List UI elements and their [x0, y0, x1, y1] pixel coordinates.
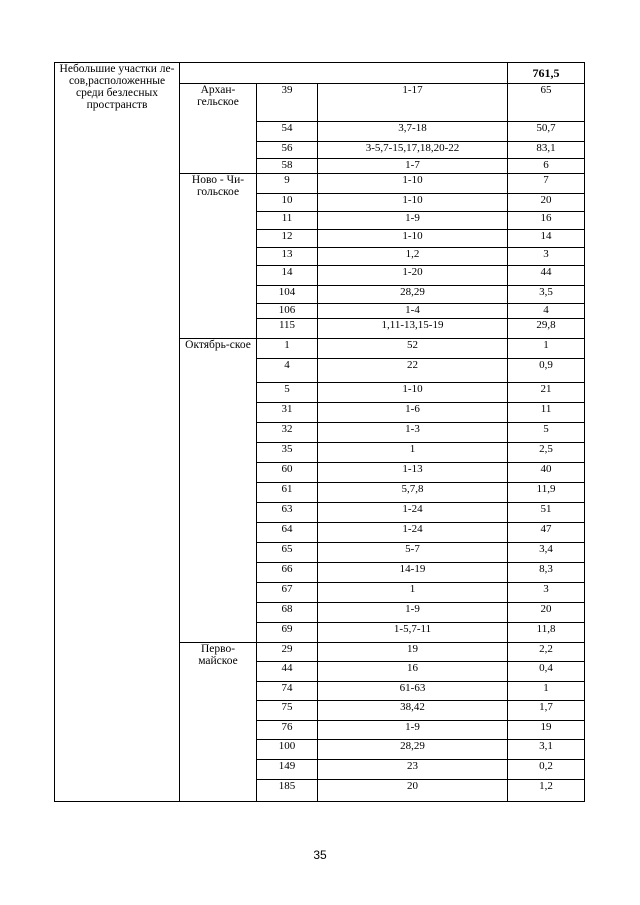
quarter-cell: 44 — [257, 662, 318, 682]
area-cell: 11,9 — [508, 483, 585, 503]
quarter-cell: 35 — [257, 443, 318, 463]
area-cell: 51 — [508, 503, 585, 523]
allotment-cell: 52 — [318, 339, 508, 359]
quarter-cell: 104 — [257, 286, 318, 304]
quarter-cell: 4 — [257, 359, 318, 383]
quarter-cell: 67 — [257, 583, 318, 603]
quarter-cell: 11 — [257, 212, 318, 230]
allotment-cell: 22 — [318, 359, 508, 383]
area-cell: 1 — [508, 339, 585, 359]
allotment-cell: 1-10 — [318, 230, 508, 248]
area-cell: 0,4 — [508, 662, 585, 682]
allotment-cell: 1-17 — [318, 84, 508, 122]
allotment-cell: 14-19 — [318, 563, 508, 583]
area-cell: 14 — [508, 230, 585, 248]
allotment-cell: 1-4 — [318, 304, 508, 319]
area-cell: 3,1 — [508, 740, 585, 760]
quarter-cell: 64 — [257, 523, 318, 543]
allotment-cell: 1-24 — [318, 523, 508, 543]
table-row — [55, 63, 585, 84]
area-cell: 19 — [508, 721, 585, 740]
settlement-cell: Архан-гельское — [180, 84, 257, 174]
area-cell: 7 — [508, 174, 585, 194]
quarter-cell: 106 — [257, 304, 318, 319]
allotment-cell: 1-9 — [318, 212, 508, 230]
area-cell: 0,2 — [508, 760, 585, 780]
area-cell: 65 — [508, 84, 585, 122]
quarter-cell: 12 — [257, 230, 318, 248]
allotment-cell: 19 — [318, 643, 508, 662]
allotment-cell: 3-5,7-15,17,18,20-22 — [318, 142, 508, 159]
quarter-cell: 66 — [257, 563, 318, 583]
settlement-cell: Ново - Чи-гольское — [180, 174, 257, 339]
area-cell: 4 — [508, 304, 585, 319]
area-cell: 83,1 — [508, 142, 585, 159]
area-cell: 11,8 — [508, 623, 585, 643]
quarter-cell: 31 — [257, 403, 318, 423]
allotment-cell: 28,29 — [318, 740, 508, 760]
allotment-cell: 1,11-13,15-19 — [318, 319, 508, 339]
quarter-cell: 1 — [257, 339, 318, 359]
category-cell: Небольшие участки ле-сов,расположенные среди безлесных пространств — [55, 63, 180, 802]
page-number: 35 — [313, 848, 327, 862]
area-cell: 1 — [508, 682, 585, 701]
allotment-cell: 20 — [318, 780, 508, 802]
allotment-cell: 5-7 — [318, 543, 508, 563]
allotment-cell: 1 — [318, 443, 508, 463]
allotment-cell: 1-10 — [318, 174, 508, 194]
area-cell: 16 — [508, 212, 585, 230]
quarter-cell: 56 — [257, 142, 318, 159]
area-cell: 5 — [508, 423, 585, 443]
area-cell: 29,8 — [508, 319, 585, 339]
allotment-cell: 1-10 — [318, 194, 508, 212]
quarter-cell: 63 — [257, 503, 318, 523]
quarter-cell: 60 — [257, 463, 318, 483]
quarter-cell: 65 — [257, 543, 318, 563]
quarter-cell: 13 — [257, 248, 318, 266]
quarter-cell: 9 — [257, 174, 318, 194]
quarter-cell: 29 — [257, 643, 318, 662]
area-cell: 2,5 — [508, 443, 585, 463]
allotment-cell: 1-24 — [318, 503, 508, 523]
quarter-cell: 69 — [257, 623, 318, 643]
empty-header-cell — [180, 63, 508, 84]
area-cell: 1,2 — [508, 780, 585, 802]
quarter-cell: 68 — [257, 603, 318, 623]
area-cell: 0,9 — [508, 359, 585, 383]
quarter-cell: 115 — [257, 319, 318, 339]
quarter-cell: 58 — [257, 159, 318, 174]
area-cell: 2,2 — [508, 643, 585, 662]
area-cell: 3,5 — [508, 286, 585, 304]
quarter-cell: 149 — [257, 760, 318, 780]
area-cell: 3 — [508, 583, 585, 603]
area-cell: 44 — [508, 266, 585, 286]
quarter-cell: 54 — [257, 122, 318, 142]
quarter-cell: 76 — [257, 721, 318, 740]
allotment-cell: 16 — [318, 662, 508, 682]
settlement-cell: Октябрь-ское — [180, 339, 257, 643]
allotment-cell: 5,7,8 — [318, 483, 508, 503]
allotment-cell: 1-6 — [318, 403, 508, 423]
settlement-cell: Перво-майское — [180, 643, 257, 802]
area-cell: 50,7 — [508, 122, 585, 142]
quarter-cell: 10 — [257, 194, 318, 212]
area-cell: 20 — [508, 603, 585, 623]
allotment-cell: 1-9 — [318, 603, 508, 623]
total-area: 761,5 — [508, 63, 585, 84]
allotment-cell: 1-3 — [318, 423, 508, 443]
allotment-cell: 1-7 — [318, 159, 508, 174]
quarter-cell: 100 — [257, 740, 318, 760]
area-cell: 40 — [508, 463, 585, 483]
table-body — [55, 63, 585, 802]
area-cell: 47 — [508, 523, 585, 543]
forest-plots-table — [54, 62, 585, 802]
quarter-cell: 61 — [257, 483, 318, 503]
area-cell: 20 — [508, 194, 585, 212]
area-cell: 6 — [508, 159, 585, 174]
area-cell: 3,4 — [508, 543, 585, 563]
allotment-cell: 1-20 — [318, 266, 508, 286]
quarter-cell: 39 — [257, 84, 318, 122]
quarter-cell: 74 — [257, 682, 318, 701]
area-cell: 8,3 — [508, 563, 585, 583]
quarter-cell: 14 — [257, 266, 318, 286]
allotment-cell: 61-63 — [318, 682, 508, 701]
quarter-cell: 32 — [257, 423, 318, 443]
allotment-cell: 3,7-18 — [318, 122, 508, 142]
allotment-cell: 1,2 — [318, 248, 508, 266]
allotment-cell: 23 — [318, 760, 508, 780]
allotment-cell: 1 — [318, 583, 508, 603]
area-cell: 3 — [508, 248, 585, 266]
allotment-cell: 28,29 — [318, 286, 508, 304]
area-cell: 1,7 — [508, 701, 585, 721]
quarter-cell: 5 — [257, 383, 318, 403]
allotment-cell: 1-13 — [318, 463, 508, 483]
quarter-cell: 75 — [257, 701, 318, 721]
area-cell: 11 — [508, 403, 585, 423]
quarter-cell: 185 — [257, 780, 318, 802]
allotment-cell: 1-5,7-11 — [318, 623, 508, 643]
allotment-cell: 38,42 — [318, 701, 508, 721]
allotment-cell: 1-10 — [318, 383, 508, 403]
area-cell: 21 — [508, 383, 585, 403]
allotment-cell: 1-9 — [318, 721, 508, 740]
